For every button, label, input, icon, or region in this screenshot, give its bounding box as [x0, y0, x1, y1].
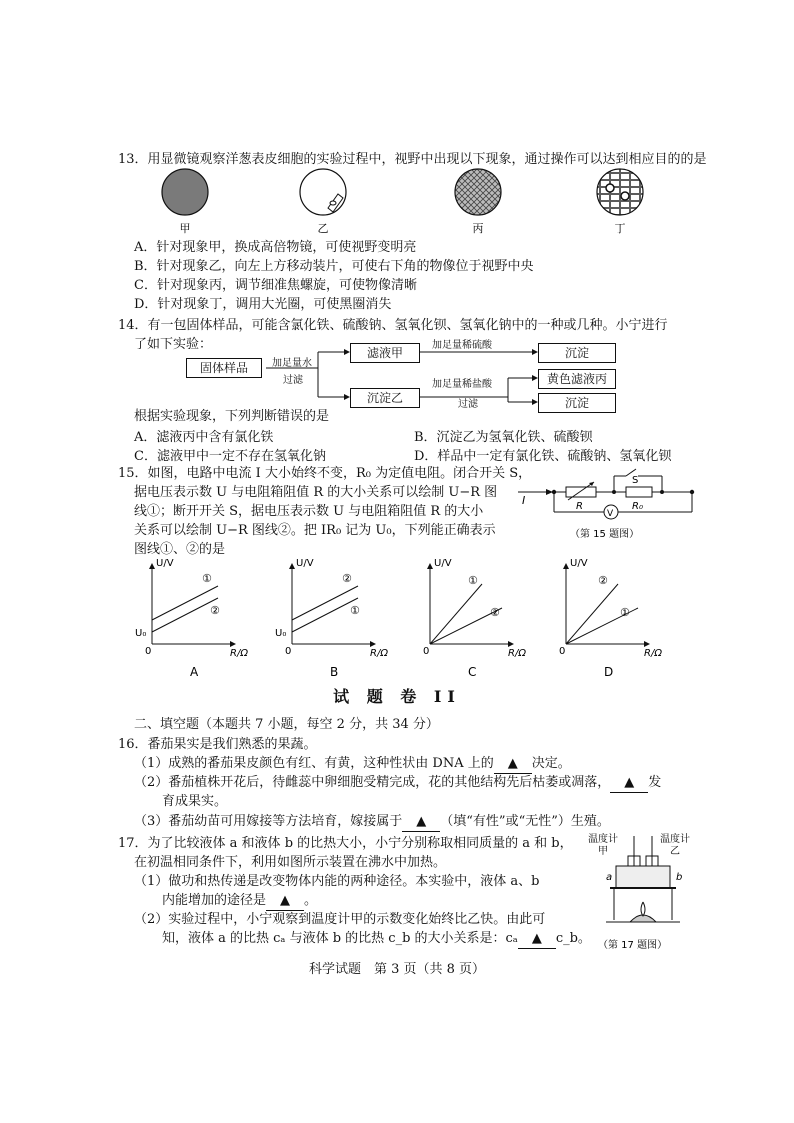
q16-part-2-cont: 育成果实。: [162, 794, 228, 809]
q15-line-1: 15．如图，电路中电流 I 大小始终不变，R₀ 为定值电阻。闭合开关 S，: [118, 466, 532, 481]
svg-text:①: ①: [468, 574, 478, 587]
q17-part-1: （1）做功和热传递是改变物体内能的两种途径。本实验中，液体 a、b: [134, 874, 540, 889]
label-ding: 丁: [614, 222, 626, 235]
q16-part-1: （1）成熟的番茄果皮颜色有红、有黄，这种性状由 DNA 上的 ▲ 决定。: [134, 754, 571, 774]
svg-text:①: ①: [620, 606, 630, 619]
q15-circuit: [518, 466, 698, 546]
q13-option-d: D．针对现象丁，调用大光圈，可使黑圈消失: [134, 297, 392, 312]
svg-text:R/Ω: R/Ω: [508, 648, 526, 659]
svg-text:A: A: [190, 665, 199, 679]
q13-option-c: C．针对现象丙，调节细准焦螺旋，可使物像清晰: [134, 278, 417, 293]
flow-step2: 加足量稀硫酸: [432, 340, 492, 351]
q13-figures: [150, 166, 710, 238]
fig-yi-view: [300, 169, 346, 215]
flow-precip-2: 沉淀: [538, 393, 616, 413]
svg-text:②: ②: [210, 604, 220, 617]
q14-option-c: C．滤液甲中一定不存在氢氧化钠: [134, 449, 326, 464]
flow-step3-top: 加足量稀盐酸: [432, 379, 492, 390]
svg-text:U/V: U/V: [156, 558, 174, 569]
graph-c: [423, 558, 526, 679]
fig-ding-view: [597, 169, 643, 215]
svg-text:②: ②: [490, 606, 500, 619]
fig-bing-view: [455, 169, 501, 215]
svg-text:①: ①: [202, 572, 212, 585]
q17-line-1: 17．为了比较液体 a 和液体 b 的比热大小，小宁分别称取相同质量的 a 和 b，: [118, 836, 573, 851]
q13-option-b: B．针对现象乙，向左上方移动装片，可使右下角的物像位于视野中央: [134, 259, 534, 274]
q14-option-b: B．沉淀乙为氢氧化铁、硫酸钡: [414, 430, 593, 445]
circuit-caption: （第 15 题图）: [570, 529, 640, 540]
svg-text:0: 0: [285, 646, 292, 657]
svg-text:U/V: U/V: [296, 558, 314, 569]
svg-text:b: b: [676, 872, 683, 883]
svg-text:②: ②: [598, 574, 608, 587]
q13-option-a: A．针对现象甲，换成高倍物镜，可使视野变明亮: [134, 240, 417, 255]
flow-sample: 固体样品: [186, 358, 262, 378]
svg-text:0: 0: [559, 646, 566, 657]
flow-step1-bottom: 过滤: [283, 375, 303, 386]
label-jia: 甲: [179, 222, 191, 235]
circuit-r0: R₀: [632, 501, 643, 512]
q16-part-2: （2）番茄植株开花后，待雌蕊中卵细胞受精完成，花的其他结构先后枯萎或凋落， ▲ 发: [134, 773, 661, 793]
svg-text:B: B: [330, 665, 339, 679]
svg-text:甲: 甲: [598, 846, 608, 857]
q14-option-a: A．滤液丙中含有氯化铁: [134, 430, 274, 445]
q17-apparatus: [588, 830, 708, 956]
section-title: 试 题 卷 II: [333, 687, 461, 706]
graph-b: [275, 558, 388, 679]
svg-text:R/Ω: R/Ω: [230, 648, 248, 659]
svg-text:R/Ω: R/Ω: [644, 648, 662, 659]
svg-text:U₀: U₀: [135, 628, 147, 639]
svg-text:温度计: 温度计: [660, 834, 690, 845]
q14-judge: 根据实验现象，下列判断错误的是: [134, 409, 330, 424]
page-footer: 科学试题 第 3 页（共 8 页）: [308, 962, 486, 977]
q17-part-1-cont: 内能增加的途径是 ▲ 。: [162, 891, 317, 911]
svg-text:乙: 乙: [670, 846, 680, 857]
q15-line-5: 图线①、②的是: [134, 542, 226, 557]
flow-filtrate-a: 滤液甲: [350, 343, 420, 363]
svg-text:②: ②: [342, 572, 352, 585]
flow-precip-b: 沉淀乙: [350, 388, 420, 408]
svg-text:U/V: U/V: [570, 558, 588, 569]
svg-text:温度计: 温度计: [588, 834, 618, 845]
q14-stem-1: 14．有一包固体样品，可能含氯化铁、硫酸钠、氢氧化钡、氢氧化钠中的一种或几种。小宁进行: [118, 318, 668, 333]
circuit-s: S: [632, 475, 639, 486]
svg-text:0: 0: [423, 646, 430, 657]
svg-text:U/V: U/V: [434, 558, 452, 569]
svg-text:C: C: [468, 665, 477, 679]
fig17-caption: （第 17 题图）: [598, 940, 668, 951]
circuit-r: R: [576, 501, 583, 512]
q17-part-2-cont: 知，液体 a 的比热 cₐ 与液体 b 的比热 c_b 的大小关系是：cₐ ▲ c_b。: [162, 929, 591, 949]
label-bing: 丙: [472, 222, 484, 235]
section-header: 二、填空题（本题共 7 小题，每空 2 分，共 34 分）: [134, 717, 439, 732]
flow-step3-bottom: 过滤: [458, 399, 478, 410]
q16-part-3: （3）番茄幼苗可用嫁接等方法培育，嫁接属于 ▲ （填“有性”或“无性”）生殖。: [134, 812, 610, 832]
q16-stem: 16．番茄果实是我们熟悉的果蔬。: [118, 737, 317, 752]
svg-text:a: a: [606, 872, 613, 883]
circuit-i: I: [522, 494, 526, 507]
q15-line-3: 线①；断开开关 S，据电压表示数 U 与电阻箱阻值 R 的大小: [134, 504, 484, 519]
label-yi: 乙: [317, 222, 329, 235]
graph-a: [135, 558, 248, 679]
q15-line-2: 据电压表示数 U 与电阻箱阻值 R 的大小关系可以绘制 U−R 图: [134, 485, 498, 500]
circuit-v: V: [607, 509, 614, 519]
svg-text:0: 0: [145, 646, 152, 657]
flow-step1-top: 加足量水: [272, 358, 312, 369]
q17-part-2: （2）实验过程中，小宁观察到温度计甲的示数变化始终比乙快。由此可: [134, 912, 546, 927]
q15-graphs: [130, 556, 670, 680]
q14-option-d: D．样品中一定有氯化铁、硫酸钠、氢氧化钡: [414, 449, 672, 464]
q17-line-2: 在初温相同条件下，利用如图所示装置在沸水中加热。: [134, 855, 447, 870]
svg-text:D: D: [604, 665, 614, 679]
graph-d: [559, 558, 662, 679]
fig-jia-view: [162, 169, 208, 215]
flow-precip-1: 沉淀: [538, 343, 616, 363]
q13-stem: 13．用显微镜观察洋葱表皮细胞的实验过程中，视野中出现以下现象，通过操作可以达到相应目的的是: [118, 152, 707, 167]
q15-line-4: 关系可以绘制 U−R 图线②。把 IR₀ 记为 U₀，下列能正确表示: [134, 523, 496, 538]
svg-text:R/Ω: R/Ω: [370, 648, 388, 659]
svg-text:①: ①: [350, 604, 360, 617]
svg-text:U₀: U₀: [275, 628, 287, 639]
flow-filtrate-c: 黄色滤液丙: [538, 369, 616, 389]
q14-stem-2: 了如下实验：: [134, 337, 213, 352]
